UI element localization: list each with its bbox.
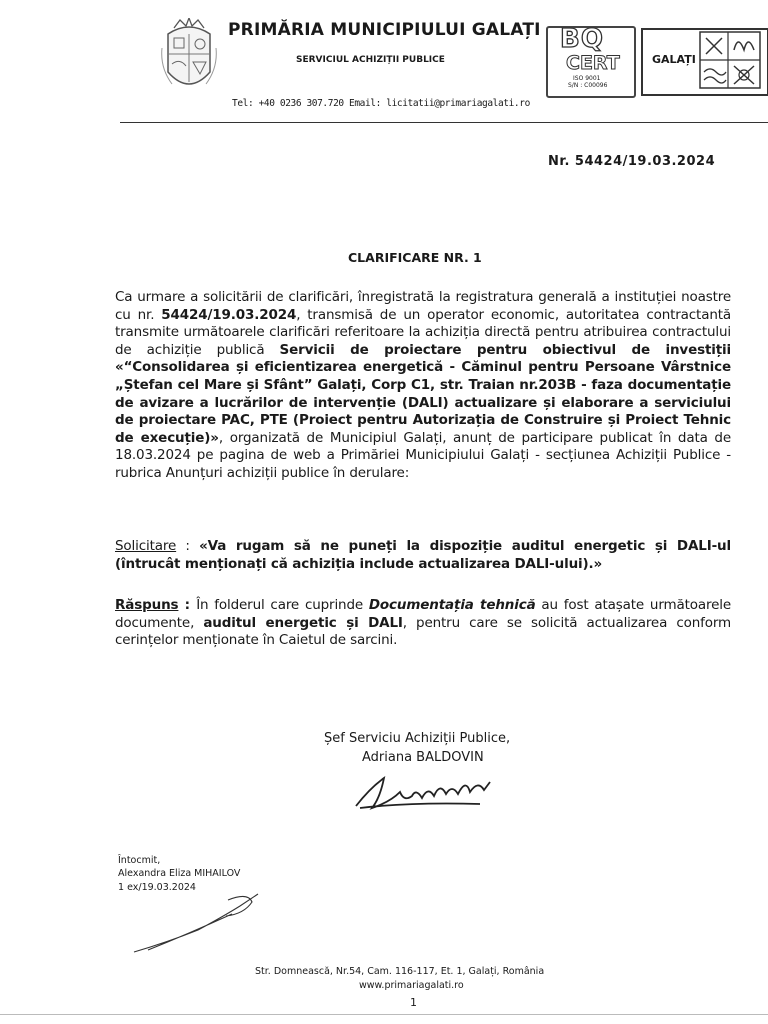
request-text: «Va rugam să ne puneți la dispoziție auditul energetic și DALI-ul (întrucât menționați că achiziția include actualizarea DALI-ului).» bbox=[115, 538, 731, 572]
prepared-by-name: Alexandra Eliza MIHAILOV bbox=[118, 868, 241, 879]
request-paragraph bbox=[115, 538, 731, 573]
answer-text-3: , pentru care se solicită actualizarea conform cerințelor menționate în Caietul de sarcini. bbox=[115, 614, 731, 649]
department-name: SERVICIUL ACHIZIȚII PUBLICE bbox=[296, 55, 445, 65]
intro-service-name: Servicii de proiectare pentru obiectivul de investiții «“Consolidarea și eficientizarea energetică - Căminul pentru Persoane Vârstnice „Ștefan cel Mare și Sfânt” Galați, Corp C1, str. Traian nr.203B - faza documentație de avizare a lucrărilor de intervenție (DALI) actualizare și elaborare a serviciului de proiectare PAC, PTE (Proiect pentru Autorizația de Construire și Proiect Tehnic de execuție)» bbox=[115, 341, 731, 446]
request-label: Solicitare bbox=[115, 538, 177, 554]
intro-text-2: , transmisă de un operator economic, autoritatea contractantă transmite următoarele clarificări referitoare la achiziția directă pentru atribuirea contractului de achiziție publică bbox=[115, 306, 731, 358]
document-title: CLARIFICARE NR. 1 bbox=[348, 250, 482, 265]
signatory-title: Șef Serviciu Achiziții Publice, bbox=[324, 731, 511, 746]
reference-number: Nr. 54424/19.03.2024 bbox=[548, 154, 716, 169]
footer-website: www.primariagalati.ro bbox=[359, 980, 464, 991]
answer-docs-list: auditul energetic și DALI bbox=[203, 614, 403, 631]
intro-text-1: Ca urmare a solicitării de clarificări, înregistrată la registratura generală a instituției noastre cu nr. bbox=[115, 289, 731, 323]
page-number: 1 bbox=[410, 996, 417, 1009]
footer-address: Str. Domnească, Nr.54, Cam. 116-117, Et. 1, Galați, România bbox=[255, 966, 545, 977]
answer-separator: : bbox=[178, 597, 197, 613]
galati-emblem-icon bbox=[698, 30, 762, 90]
org-name: PRIMĂRIA MUNICIPIULUI GALAȚI bbox=[228, 20, 541, 40]
contact-line: Tel: +40 0236 307.720 Email: licitatii@primariagalati.ro bbox=[232, 98, 530, 109]
intro-paragraph bbox=[115, 289, 731, 483]
galati-logo-label: GALAȚI bbox=[652, 53, 696, 66]
prepared-by-reference: 1 ex/19.03.2024 bbox=[118, 882, 196, 893]
bq-cert-sn: S/N : C00096 bbox=[568, 82, 608, 89]
intro-text-3: , organizată de Municipiul Galați, anunț de participare publicat în data de 18.03.2024 pe pagina de web a Primăriei Municipiului Galați - secțiunea Achiziții Publice - rubrica Anunțuri achiziții publice în derulare: bbox=[115, 429, 731, 481]
city-crest-icon bbox=[160, 18, 218, 98]
request-separator: : bbox=[176, 538, 200, 554]
answer-doc-name: Documentația tehnică bbox=[368, 597, 536, 613]
signatory-name: Adriana BALDOVIN bbox=[362, 750, 484, 765]
answer-text-1: În folderul care cuprinde bbox=[196, 597, 369, 613]
bq-cert-brand: BQ bbox=[560, 24, 604, 54]
answer-label: Răspuns bbox=[115, 597, 179, 613]
answer-paragraph bbox=[115, 597, 731, 650]
bq-cert-iso: ISO 9001 bbox=[573, 75, 601, 82]
bq-cert-word: CERT bbox=[566, 52, 620, 74]
signature-icon bbox=[350, 768, 510, 818]
prepared-by-signature-icon bbox=[128, 890, 268, 960]
prepared-by-label: Întocmit, bbox=[118, 855, 161, 866]
bottom-divider bbox=[0, 1014, 768, 1015]
intro-reference: 54424/19.03.2024 bbox=[161, 306, 297, 323]
header-divider bbox=[120, 122, 768, 123]
answer-text-2: au fost atașate următoarele documente, bbox=[115, 597, 731, 631]
